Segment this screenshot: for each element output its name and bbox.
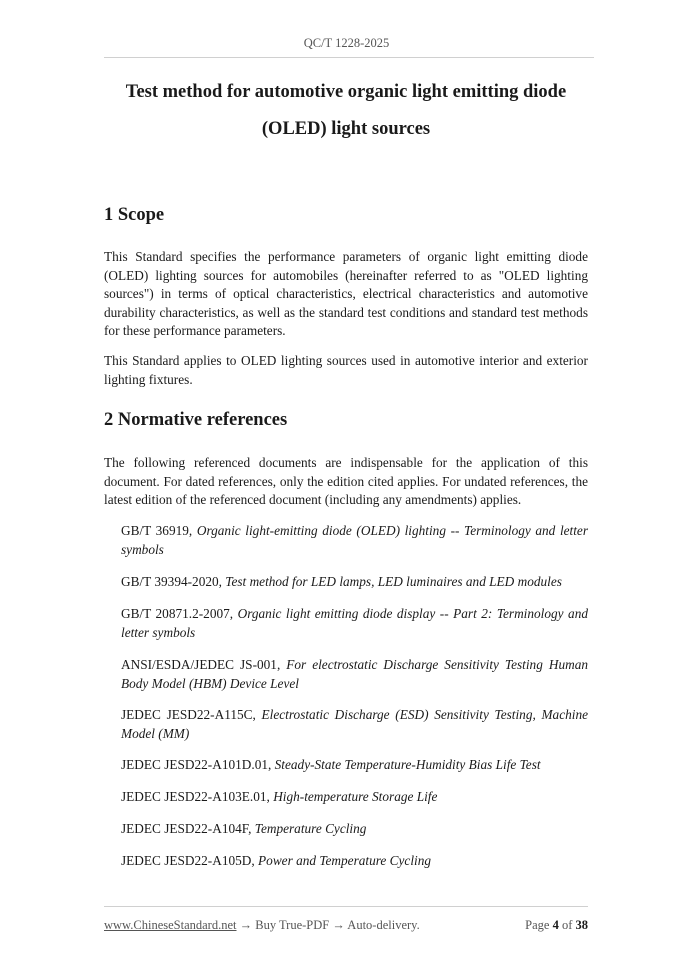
document-title-line-1: Test method for automotive organic light emitting diode (125, 82, 567, 102)
reference-code: JEDEC JESD22-A115C, (121, 707, 262, 722)
section-heading-normative-references: 2 Normative references (104, 410, 288, 430)
reference-item (121, 852, 588, 871)
reference-code: JEDEC JESD22-A101D.01, (121, 757, 275, 772)
reference-code: JEDEC JESD22-A103E.01, (121, 789, 274, 804)
reference-title: Organic light-emitting diode (OLED) lighting -- Terminology and letter symbols (121, 523, 589, 557)
reference-code: GB/T 39394-2020, (121, 574, 226, 589)
reference-item (121, 656, 588, 693)
page-total: 38 (575, 918, 588, 932)
normative-references-intro: The following referenced documents are indispensable for the application of this document. For dated references, only the edition cited applies. For undated references, the latest edition of the referenced document (including any amendments) applies. (104, 455, 588, 507)
header-divider (104, 57, 594, 58)
footer-tagline: → Buy True-PDF → Auto-delivery. (236, 918, 420, 932)
reference-item (121, 605, 588, 642)
page-current: 4 (552, 918, 559, 932)
scope-paragraph-1: This Standard specifies the performance parameters of organic light emitting diode (OLED) lighting sources for automobiles (hereinafter referred to as "OLED lighting sources") in terms of optical characteristics, electrical characteristics and automotive durability characteristics, as well as the standard test conditions and standard test methods for these performance parameters. (104, 249, 588, 338)
scope-paragraph-2: This Standard applies to OLED lighting sources used in automotive interior and exterior lighting fixtures. (104, 353, 588, 387)
footer-divider (104, 906, 588, 907)
document-title-line-2: (OLED) light sources (261, 119, 431, 139)
reference-item (121, 788, 588, 807)
page-indicator (525, 918, 588, 933)
page-of-label: of (561, 918, 573, 932)
reference-title: High-temperature Storage Life (273, 789, 438, 804)
reference-title: Temperature Cycling (254, 821, 367, 836)
reference-item (121, 573, 588, 592)
reference-title: For electrostatic Discharge Sensitivity Testing Human Body Model (HBM) Device Level (121, 657, 588, 691)
section-heading-scope: 1 Scope (104, 205, 165, 225)
reference-item (121, 820, 588, 839)
reference-code: GB/T 36919, (121, 523, 197, 538)
reference-item (121, 522, 588, 559)
reference-code: GB/T 20871.2-2007, (121, 606, 238, 621)
reference-title: Test method for LED lamps, LED luminaires and LED modules (225, 574, 562, 589)
reference-item (121, 706, 588, 743)
page-label: Page (525, 918, 550, 932)
reference-code: JEDEC JESD22-A105D, (121, 853, 259, 868)
reference-title: Electrostatic Discharge (ESD) Sensitivity Testing, Machine Model (MM) (121, 707, 588, 741)
footer-site-link[interactable]: www.ChineseStandard.net (104, 918, 237, 932)
reference-code: ANSI/ESDA/JEDEC JS-001, (121, 657, 287, 672)
reference-code: JEDEC JESD22-A104F, (121, 821, 255, 836)
reference-item (121, 756, 588, 775)
footer-promo (104, 918, 420, 933)
reference-title: Power and Temperature Cycling (258, 853, 432, 868)
header-standard-code: QC/T 1228-2025 (303, 36, 390, 50)
reference-title: Organic light emitting diode display -- Part 2: Terminology and letter symbols (121, 606, 588, 640)
reference-title: Steady-State Temperature-Humidity Bias Life Test (274, 757, 541, 772)
